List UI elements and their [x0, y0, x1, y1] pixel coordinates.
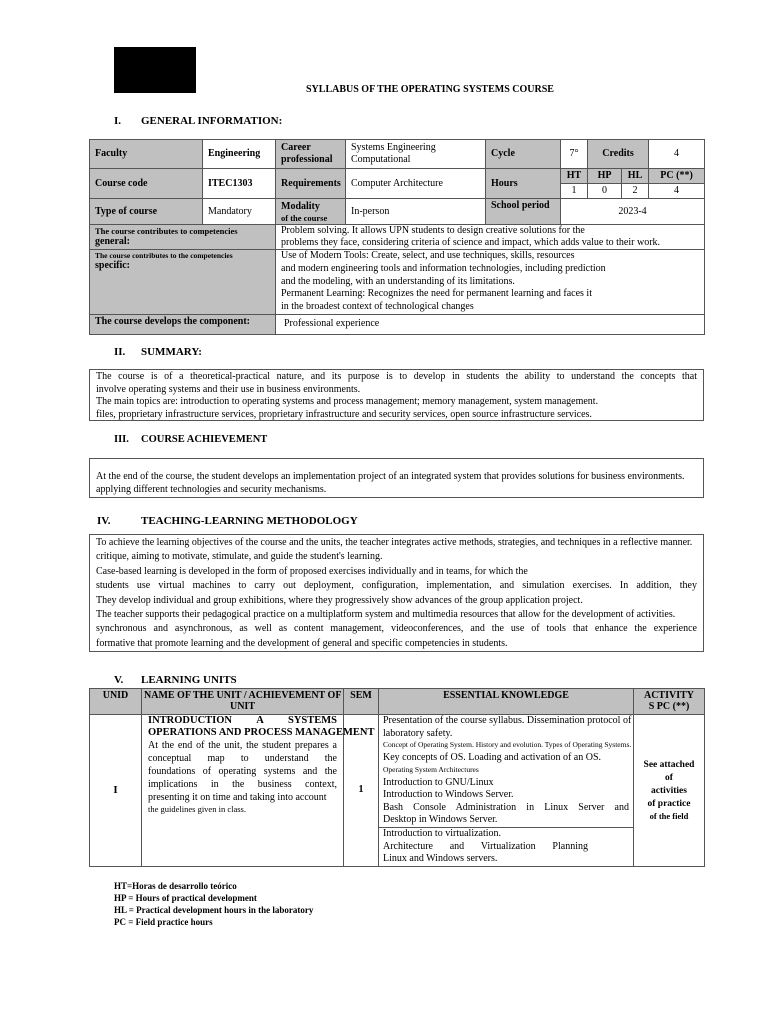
specific-competency-line: and modern engineering tools and information technologies, including prediction	[281, 262, 606, 274]
section-title: LEARNING UNITS	[141, 674, 237, 686]
hp-label: HP	[588, 169, 622, 184]
section-summary-heading	[114, 346, 202, 358]
code-label: Course code	[90, 169, 203, 199]
general-competencies-value	[276, 225, 705, 250]
specific-competency-line: Use of Modern Tools: Create, select, and use techniques, skills, resources	[281, 250, 575, 261]
knowledge-line: laboratory safety.	[383, 727, 453, 739]
summary-box	[89, 369, 704, 421]
general-competencies-label-2: general:	[95, 236, 130, 247]
career-label: Career professional	[276, 140, 346, 169]
credits-label: Credits	[588, 140, 649, 169]
summary-line: The course is of a theoretical-practical nature, and its purpose is to develop in students the ability to understand the concepts that	[96, 371, 697, 382]
activity-line: of	[665, 773, 673, 784]
unit-title-line: OPERATIONS AND PROCESS MANAGEMENT	[148, 727, 375, 738]
section-number: IV.	[97, 515, 111, 527]
activity-header-1: ACTIVITY	[643, 690, 694, 701]
week-number: 1	[344, 715, 379, 867]
section-title: COURSE ACHIEVEMENT	[141, 434, 268, 445]
type-label: Type of course	[90, 199, 203, 225]
achievement-line: At the end of the course, the student develops an implementation project of an integrated system that provides solutions for business environments.	[96, 471, 685, 482]
section-number: I.	[114, 115, 122, 127]
summary-line: The main topics are: introduction to operating systems and process management; memory management, system management.	[96, 396, 599, 407]
section-achievement-heading	[114, 434, 268, 445]
hp-value: 0	[588, 184, 622, 199]
unit-achievement-line: foundations of operating systems and the	[148, 766, 337, 777]
modality-label-sub: of the course	[281, 212, 328, 223]
knowledge-line: Linux and Windows servers.	[383, 853, 498, 864]
methodology-line: Case-based learning is developed in the form of proposed exercises individually and in teams, for which the	[96, 565, 528, 577]
section-title: TEACHING-LEARNING METHODOLOGY	[141, 515, 358, 527]
document-title: SYLLABUS OF THE OPERATING SYSTEMS COURSE	[306, 84, 554, 95]
unit-achievement-line: conceptual map to understand the	[148, 753, 337, 764]
credits-value: 4	[649, 140, 705, 169]
modality-label-main: Modality	[281, 200, 320, 212]
knowledge-block-2	[379, 828, 634, 867]
specific-competencies-label-1: The course contributes to the competencies	[95, 251, 233, 260]
component-value: Professional experience	[276, 314, 705, 334]
specific-competency-line: in the broadest context of technological changes	[281, 301, 474, 313]
specific-competencies-label	[90, 250, 276, 315]
hours-label: Hours	[486, 169, 561, 199]
summary-line: files, proprietary infrastructure services, proprietary infrastructure and security services, open source infrastructure services.	[96, 408, 592, 420]
requirements-value: Computer Architecture	[346, 169, 486, 199]
ht-value: 1	[561, 184, 588, 199]
footnote-pc: PC = Field practice hours	[114, 917, 213, 927]
achievement-line: applying different technologies and security mechanisms.	[96, 483, 327, 495]
pc-label: PC (**)	[649, 169, 705, 184]
knowledge-line: Introduction to virtualization.	[383, 828, 502, 839]
activity-line: activities	[651, 786, 687, 797]
general-info-table	[89, 139, 705, 335]
hl-value: 2	[622, 184, 649, 199]
activity-line: of practice	[647, 799, 691, 810]
methodology-line: synchronous and asynchronous, as well as content management, videoconferences, and the use of tools that enhance the experience	[96, 623, 697, 635]
sem-header: SEM	[344, 689, 379, 715]
general-competencies-label	[90, 225, 276, 250]
institution-logo	[114, 47, 196, 93]
specific-competencies-label-2: specific:	[95, 260, 130, 271]
section-number: V.	[114, 674, 124, 686]
section-number: III.	[114, 434, 129, 445]
unid-header: UNID	[90, 689, 142, 715]
general-competencies-label-1: The course contributes to competencies	[95, 226, 238, 236]
unit-achievement-line: At the end of the unit, the student prepares a	[148, 740, 337, 751]
learning-units-table	[89, 688, 705, 867]
faculty-label: Faculty	[90, 140, 203, 169]
knowledge-line: Bash Console Administration in Linux Server and	[383, 801, 629, 813]
methodology-box	[89, 534, 704, 652]
section-general-heading	[114, 115, 283, 127]
period-label: School period	[486, 199, 561, 225]
pc-value: 4	[649, 184, 705, 199]
summary-line: involve operating systems and their use in business environments.	[96, 383, 361, 395]
knowledge-header: ESSENTIAL KNOWLEDGE	[379, 689, 634, 715]
general-competency-line: Problem solving. It allows UPN students to design creative solutions for the	[281, 225, 585, 236]
achievement-box	[89, 458, 704, 498]
general-competency-line: problems they face, considering criteria of science and impact, which adds value to their work.	[281, 237, 661, 248]
knowledge-line: Architecture and Virtualization Planning	[383, 840, 588, 852]
requirements-label: Requirements	[276, 169, 346, 199]
specific-competency-line: and the modeling, with an understanding of its limitations.	[281, 275, 515, 287]
section-title: GENERAL INFORMATION:	[141, 115, 283, 127]
unit-title-line: INTRODUCTION A SYSTEMS	[148, 715, 337, 726]
modality-label	[276, 199, 346, 225]
section-number: II.	[114, 346, 126, 358]
type-value: Mandatory	[203, 199, 276, 225]
unit-number: I	[90, 715, 142, 867]
section-title: SUMMARY:	[141, 346, 202, 358]
knowledge-line: Concept of Operating System. History and evolution. Types of Operating Systems.	[383, 740, 632, 749]
unit-achievement-line: presenting it on time and taking into account	[148, 792, 327, 803]
unit-achievement-line: the guidelines given in class.	[148, 804, 246, 814]
methodology-line: students use virtual machines to carry out deployment, configuration, implementation, and simulation exercises. In addition, they	[96, 580, 697, 592]
specific-competency-line: Permanent Learning: Recognizes the need for permanent learning and faces it	[281, 288, 592, 300]
period-value: 2023-4	[561, 199, 705, 225]
activity-header-2: S PC (**)	[648, 701, 690, 712]
activity-line: See attached	[643, 760, 695, 771]
methodology-line: The teacher supports their pedagogical practice on a multiplatform system and multimedia resources that allow for the development of activities.	[96, 609, 676, 621]
unit-achievement-line: implications in the business context,	[148, 779, 337, 790]
component-label: The course develops the component:	[90, 314, 276, 334]
knowledge-line: Presentation of the course syllabus. Dissemination protocol of	[383, 715, 632, 726]
section-methodology-heading	[97, 515, 358, 527]
career-value: Systems Engineering Computational	[346, 140, 486, 169]
footnote-hp: HP = Hours of practical development	[114, 893, 257, 903]
ht-label: HT	[561, 169, 588, 184]
knowledge-line: Desktop in Windows Server.	[383, 814, 498, 825]
faculty-value: Engineering	[203, 140, 276, 169]
hl-label: HL	[622, 169, 649, 184]
activity-line: of the field	[649, 811, 689, 822]
activity-cell	[634, 715, 705, 867]
cycle-value: 7°	[561, 140, 588, 169]
code-value: ITEC1303	[203, 169, 276, 199]
footnotes	[114, 880, 313, 928]
footnote-ht: HT=Horas de desarrollo teórico	[114, 881, 237, 891]
knowledge-line: Introduction to GNU/Linux	[383, 776, 494, 788]
unit-description	[142, 715, 375, 867]
methodology-line: They develop individual and group exhibitions, where they progressively show advances of the group application project.	[96, 594, 583, 606]
knowledge-block-1	[379, 715, 634, 828]
methodology-line: formative that promote learning and the development of general and specific competencies in students.	[96, 637, 508, 649]
knowledge-line: Key concepts of OS. Loading and activation of an OS.	[383, 752, 602, 763]
activity-header	[634, 689, 705, 715]
specific-competencies-value	[276, 250, 705, 315]
methodology-line: critique, aiming to motivate, stimulate, and guide the student's learning.	[96, 551, 383, 563]
section-units-heading	[114, 674, 237, 686]
unit-name-header	[142, 689, 344, 715]
methodology-line: To achieve the learning objectives of the course and the units, the teacher integrates active methods, strategies, and techniques in a reflective manner.	[96, 537, 693, 548]
unit-name-header-1: NAME OF THE UNIT / ACHIEVEMENT OF	[144, 690, 342, 701]
unit-name-header-2: UNIT	[229, 701, 255, 712]
cycle-label: Cycle	[486, 140, 561, 169]
modality-value: In-person	[346, 199, 486, 225]
knowledge-line: Introduction to Windows Server.	[383, 789, 514, 800]
knowledge-line: Operating System Architectures	[383, 764, 479, 774]
footnote-hl: HL = Practical development hours in the laboratory	[114, 905, 314, 915]
